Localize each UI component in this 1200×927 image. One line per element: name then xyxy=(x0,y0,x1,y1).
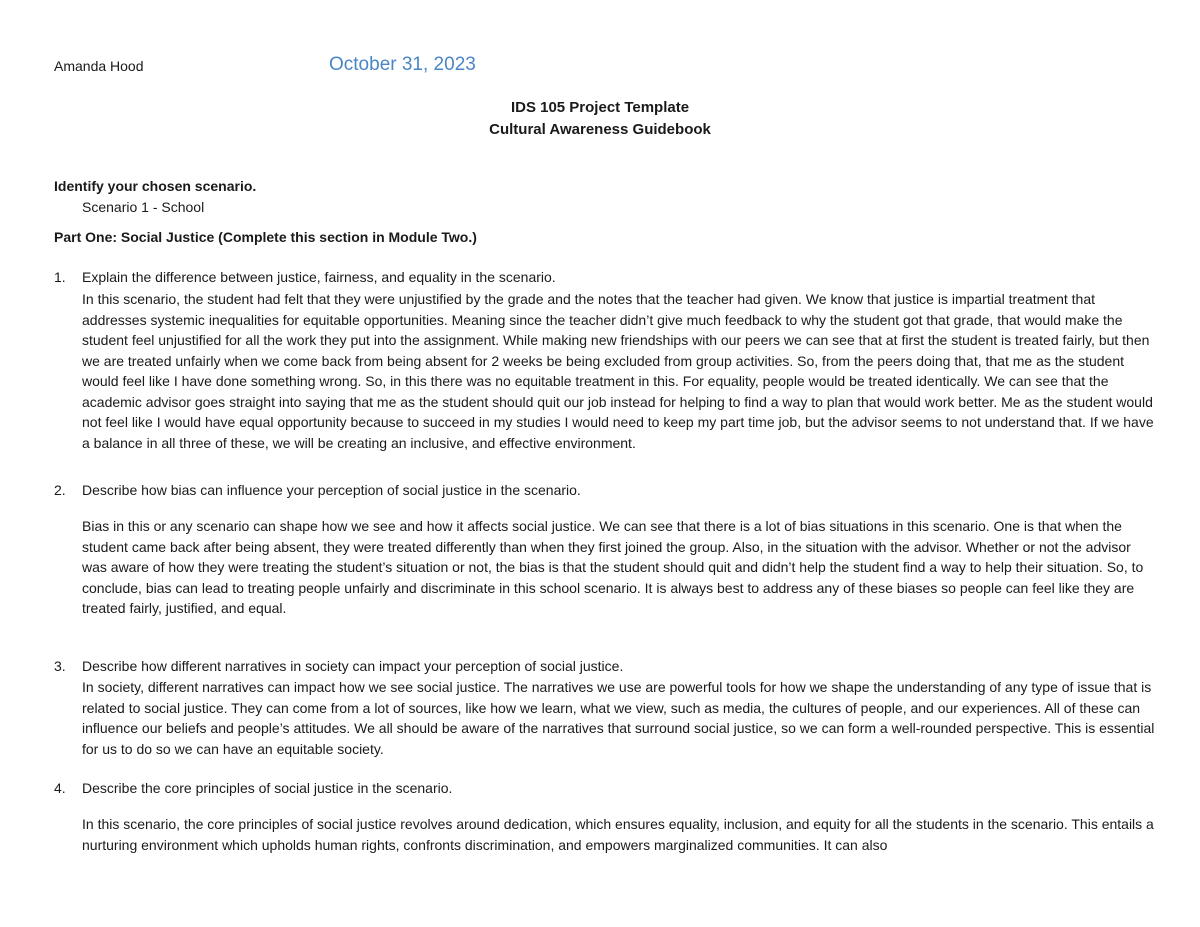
question-4-number: 4. xyxy=(54,780,66,796)
document-date[interactable]: October 31, 2023 xyxy=(329,54,476,75)
question-2-prompt: Describe how bias can influence your perception of social justice in the scenario. xyxy=(82,482,581,498)
question-3-number: 3. xyxy=(54,658,66,674)
question-4-answer: In this scenario, the core principles of social justice revolves around dedication, which ensures equality, inclusion, and equity for all the students in the scenario. This entails a nurturing environment which upholds human rights, confronts discrimination, and empowers marginalized communities. It can also xyxy=(82,816,1154,853)
question-3-prompt: Describe how different narratives in society can impact your perception of social justice. xyxy=(82,658,624,674)
document-subtitle: Cultural Awareness Guidebook xyxy=(489,121,711,138)
title-block xyxy=(0,97,1200,141)
question-2-number: 2. xyxy=(54,482,66,498)
document-title: IDS 105 Project Template xyxy=(510,99,690,116)
scenario-heading: Identify your chosen scenario. xyxy=(54,178,257,194)
author-name: Amanda Hood xyxy=(54,58,144,74)
question-1-prompt: Explain the difference between justice, fairness, and equality in the scenario. xyxy=(82,269,556,285)
part-one-heading: Part One: Social Justice (Complete this section in Module Two.) xyxy=(54,229,477,245)
question-2-answer: Bias in this or any scenario can shape how we see and how it affects social justice. We can see that there is a lot of bias situations in this scenario. One is that when the student came back after being absent, they were treated differently than when they first joined the group. Also, in the situation with the advisor. Whether or not the advisor was aware of how they were treating the student’s situation or not, the bias is that the student should quit and didn’t help the student find a way to help their situation. So, to conclude, bias can lead to treating people unfairly and discriminate in this school scenario. It is always best to address any of these biases so people can feel like they are treated fairly, justified, and equal. xyxy=(82,518,1144,616)
question-1-answer: In this scenario, the student had felt that they were unjustified by the grade and the notes that the teacher had given. We know that justice is impartial treatment that addresses systemic inequalities for equitable opportunities. Meaning since the teacher didn’t give much feedback to why the student got that grade, that would make the student feel unjustified for all the work they put into the assignment. While making new friendships with our peers we can see that at first the student is treated fairly, but then we are treated unfairly when we come back from being absent for 2 weeks be being excluded from group activities. So, from the peers doing that, that me as the student would feel like I have done something wrong. So, in this there was no equitable treatment in this. For equality, people would be treated identically. We can see that the academic advisor goes straight into saying that me as the student should quit our job instead for helping to find a way to plan that would work better. Me as the student would not feel like I would have equal opportunity because to succeed in my studies I would need to keep my part time job, but the advisor seems to not understand that. If we have a balance in all three of these, we will be creating an inclusive, and effective environment. xyxy=(82,291,1154,451)
question-3-answer: In society, different narratives can impact how we see social justice. The narratives we use are powerful tools for how we shape the understanding of any type of issue that is related to social justice. They can come from a lot of sources, like how we learn, what we view, such as media, the cultures of people, and our experiences. All of these can influence our beliefs and people’s attitudes. We all should be aware of the narratives that surround social justice, so we can form a well-rounded perspective. This is essential for us to do so we can have an equitable society. xyxy=(82,679,1155,757)
question-1-number: 1. xyxy=(54,269,66,285)
scenario-value: Scenario 1 - School xyxy=(82,199,205,215)
question-4-prompt: Describe the core principles of social justice in the scenario. xyxy=(82,780,453,796)
